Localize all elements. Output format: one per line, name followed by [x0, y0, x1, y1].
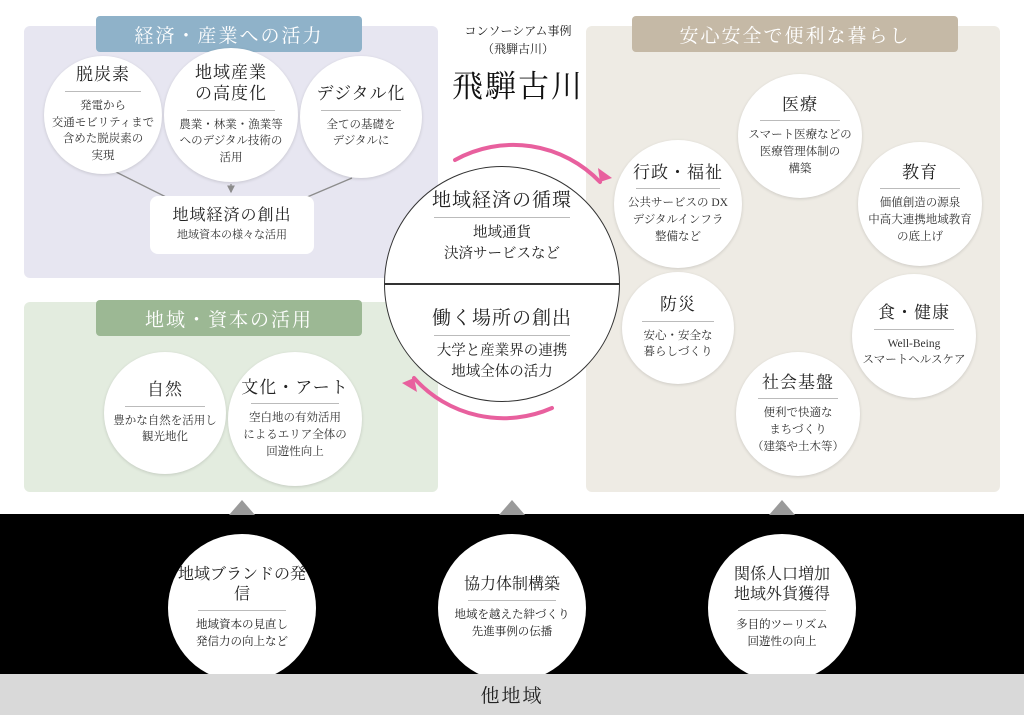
node-desc: Well-Being スマートヘルスケア	[862, 337, 966, 367]
brand-block	[430, 22, 606, 106]
rule	[760, 120, 841, 121]
node-desc: 農業・林業・漁業等 へのデジタル技術の 活用	[179, 118, 283, 165]
center-circle[interactable]	[384, 166, 620, 402]
node-desc: 地域を越えた絆づくり 先進事例の伝播	[454, 609, 570, 638]
center-bottom-title: 働く場所の創出	[431, 307, 572, 329]
rule	[738, 610, 825, 611]
node-desc: スマート医療などの 医療管理体制の 構築	[748, 129, 852, 175]
rule	[434, 335, 570, 336]
rule	[880, 188, 961, 189]
node-food-health[interactable]	[852, 274, 976, 398]
brand-title: 飛騨古川	[452, 69, 584, 104]
node-title: 医療	[782, 94, 818, 114]
node-culture-art[interactable]	[228, 352, 362, 486]
node-title: 文化・アート	[241, 377, 349, 397]
arrow-up-icon	[229, 500, 255, 515]
node-desc: 安心・安全な 暮らしづくり	[643, 329, 713, 359]
node-desc: 公共サービスの DX デジタルインフラ 整備など	[628, 197, 728, 243]
rule	[434, 217, 570, 218]
node-title: 自然	[147, 379, 183, 399]
node-title: 地域ブランドの発信	[177, 566, 306, 604]
node-title: 教育	[902, 162, 938, 182]
node-local-economy-creation[interactable]	[150, 196, 314, 254]
node-education[interactable]	[858, 142, 982, 266]
arrow-up-icon	[499, 500, 525, 515]
rule	[642, 321, 714, 322]
node-desc: 地域資本の様々な活用	[177, 228, 287, 241]
node-regional-brand[interactable]	[168, 534, 316, 682]
rule	[65, 91, 141, 92]
rule	[758, 398, 839, 399]
node-desc: 多目的ツーリズム 回遊性の向上	[736, 619, 828, 648]
node-disaster-prevention[interactable]	[622, 272, 734, 384]
node-healthcare[interactable]	[738, 74, 862, 198]
node-desc: 豊かな自然を活用し 観光地化	[113, 414, 217, 444]
node-decarbonization[interactable]	[44, 56, 162, 174]
node-nature[interactable]	[104, 352, 226, 474]
rule	[321, 110, 400, 111]
node-industry-advancement[interactable]	[164, 48, 298, 182]
node-desc: 価値創造の源泉 中高大連携地域教育 の底上げ	[868, 197, 972, 243]
rule	[125, 406, 204, 407]
node-title: 行政・福祉	[633, 162, 723, 182]
node-title: 地域産業 の高度化	[195, 63, 267, 103]
tag-economy: 経済・産業への活力	[96, 16, 362, 52]
node-desc: 発電から 交通モビリティまで 含めた脱炭素の 実現	[51, 100, 155, 163]
rule	[198, 610, 285, 611]
center-bottom-desc: 大学と産業界の連携 地域全体の活力	[436, 342, 568, 380]
node-cooperation-system[interactable]	[438, 534, 586, 682]
node-title: 関係人口増加 地域外貨獲得	[733, 566, 830, 604]
center-bottom	[385, 285, 619, 401]
tag-local: 地域・資本の活用	[96, 300, 362, 336]
node-desc: 地域資本の見直し 発信力の向上など	[196, 619, 288, 648]
footer-label: 他地域	[0, 674, 1024, 715]
brand-subtitle-2: （飛騨古川）	[481, 42, 554, 56]
rule	[187, 110, 275, 111]
center-top-desc: 地域通貨 決済サービスなど	[444, 225, 560, 263]
arrow-up-icon	[769, 500, 795, 515]
tag-safety: 安心安全で便利な暮らし	[632, 16, 958, 52]
brand-subtitle-1: コンソーシアム事例	[464, 24, 572, 38]
node-government-welfare[interactable]	[614, 140, 742, 268]
node-title: デジタル化	[316, 83, 406, 103]
node-title: 社会基盤	[762, 372, 834, 392]
center-top	[385, 167, 619, 283]
node-population-foreign-currency[interactable]	[708, 534, 856, 682]
node-social-infrastructure[interactable]	[736, 352, 860, 476]
node-title: 食・健康	[878, 302, 950, 322]
rule	[251, 403, 339, 404]
rule	[468, 600, 555, 601]
node-digitalization[interactable]	[300, 56, 422, 178]
node-title: 地域経済の創出	[172, 207, 292, 225]
node-desc: 全ての基礎を デジタルに	[326, 118, 396, 148]
node-desc: 空白地の有効活用 によるエリア全体の 回遊性向上	[243, 412, 347, 458]
rule	[636, 188, 720, 189]
node-title: 脱炭素	[76, 65, 130, 85]
center-top-title: 地域経済の循環	[431, 190, 572, 212]
node-desc: 便利で快適な まちづくり （建築や土木等）	[752, 407, 844, 453]
rule	[874, 329, 955, 330]
node-title: 防災	[660, 294, 696, 314]
node-title: 協力体制構築	[463, 576, 560, 594]
